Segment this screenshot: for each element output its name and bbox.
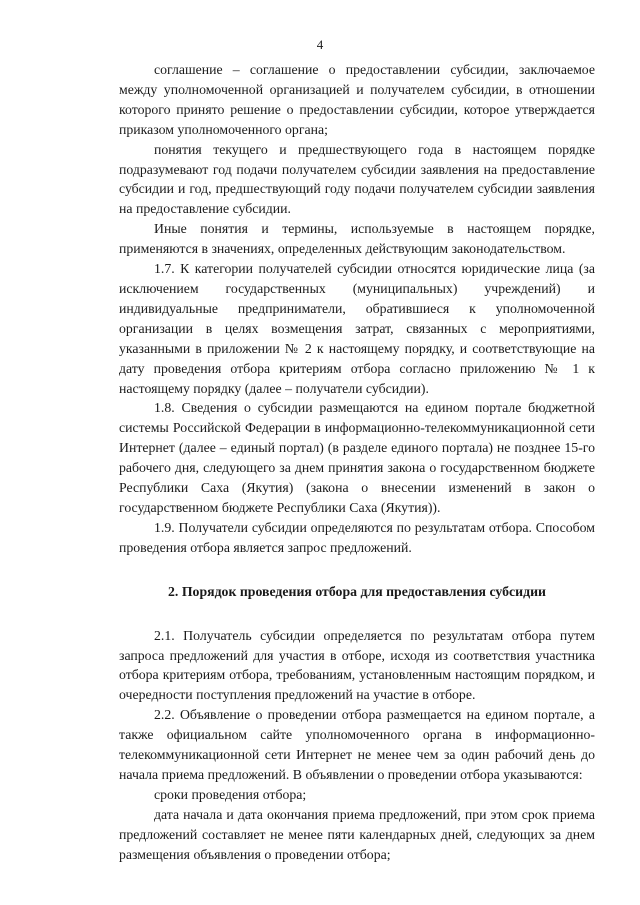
- paragraph-current-year-definition: понятия текущего и предшествующего года в настоящем порядке подразумевают год подачи получателем субсидии заявления на предоставление субсидии и год, предшествующий году подачи получателем субсидии заявления на предоставление субсидии.: [119, 141, 595, 217]
- paragraph-agreement-definition: соглашение – соглашение о предоставлении субсидии, заключаемое между уполномоченной организацией и получателем субсидии, в отношении которого принято решение о предоставлении субсидии, которое утверждается приказом уполномоченного органа;: [119, 62, 595, 137]
- document-body: [119, 60, 595, 865]
- paragraph-2-2: 2.2. Объявление о проведении отбора размещается на едином портале, а также официальном сайте уполномоченного органа в информационно-телекоммуникационной сети Интернет не менее чем за один рабочий день до начала приема предложений. В объявлении о проведении отбора указываются:: [119, 707, 595, 782]
- page-number: 4: [316, 37, 324, 52]
- paragraph-2-1: 2.1. Получатель субсидии определяется по результатам отбора путем запроса предложений для участия в отборе, исходя из соответствия участника отбора критериям отбора, требованиям, установленным настоящим порядком, и очередности поступления предложений на участие в отборе.: [119, 627, 595, 703]
- section-heading: 2. Порядок проведения отбора для предоставления субсидии: [168, 583, 546, 599]
- list-item-selection-dates: сроки проведения отбора;: [154, 786, 307, 802]
- list-item-acceptance-dates: дата начала и дата окончания приема предложений, при этом срок приема предложений составляет не менее пяти календарных дней, следующих за днем размещения объявления о проведении отбора;: [119, 806, 595, 862]
- paragraph-1-7: 1.7. К категории получателей субсидии относятся юридические лица (за исключением государственных (муниципальных) учреждений) и индивидуальные предприниматели, обратившиеся к уполномоченной организации в целях возмещения затрат, связанных с мероприятиями, указанными в приложении № 2 к настоящему порядку, и соответствующие на дату проведения отбора критериям отбора согласно приложению № 1 к настоящему порядку (далее – получатели субсидии).: [119, 261, 595, 396]
- paragraph-1-8: 1.8. Сведения о субсидии размещаются на едином портале бюджетной системы Российской Федерации в информационно-телекоммуникационной сети Интернет (далее – единый портал) (в разделе единого портала) не позднее 15-го рабочего дня, следующего за днем принятия закона о государственном бюджете Республики Саха (Якутия) (закона о внесении изменений в закон о государственном бюджете Республики Саха (Якутия)).: [119, 400, 595, 515]
- paragraph-other-terms: Иные понятия и термины, используемые в настоящем порядке, применяются в значениях, определенных действующим законодательством.: [119, 221, 595, 257]
- paragraph-1-9: 1.9. Получатели субсидии определяются по результатам отбора. Способом проведения отбора является запрос предложений.: [119, 519, 595, 555]
